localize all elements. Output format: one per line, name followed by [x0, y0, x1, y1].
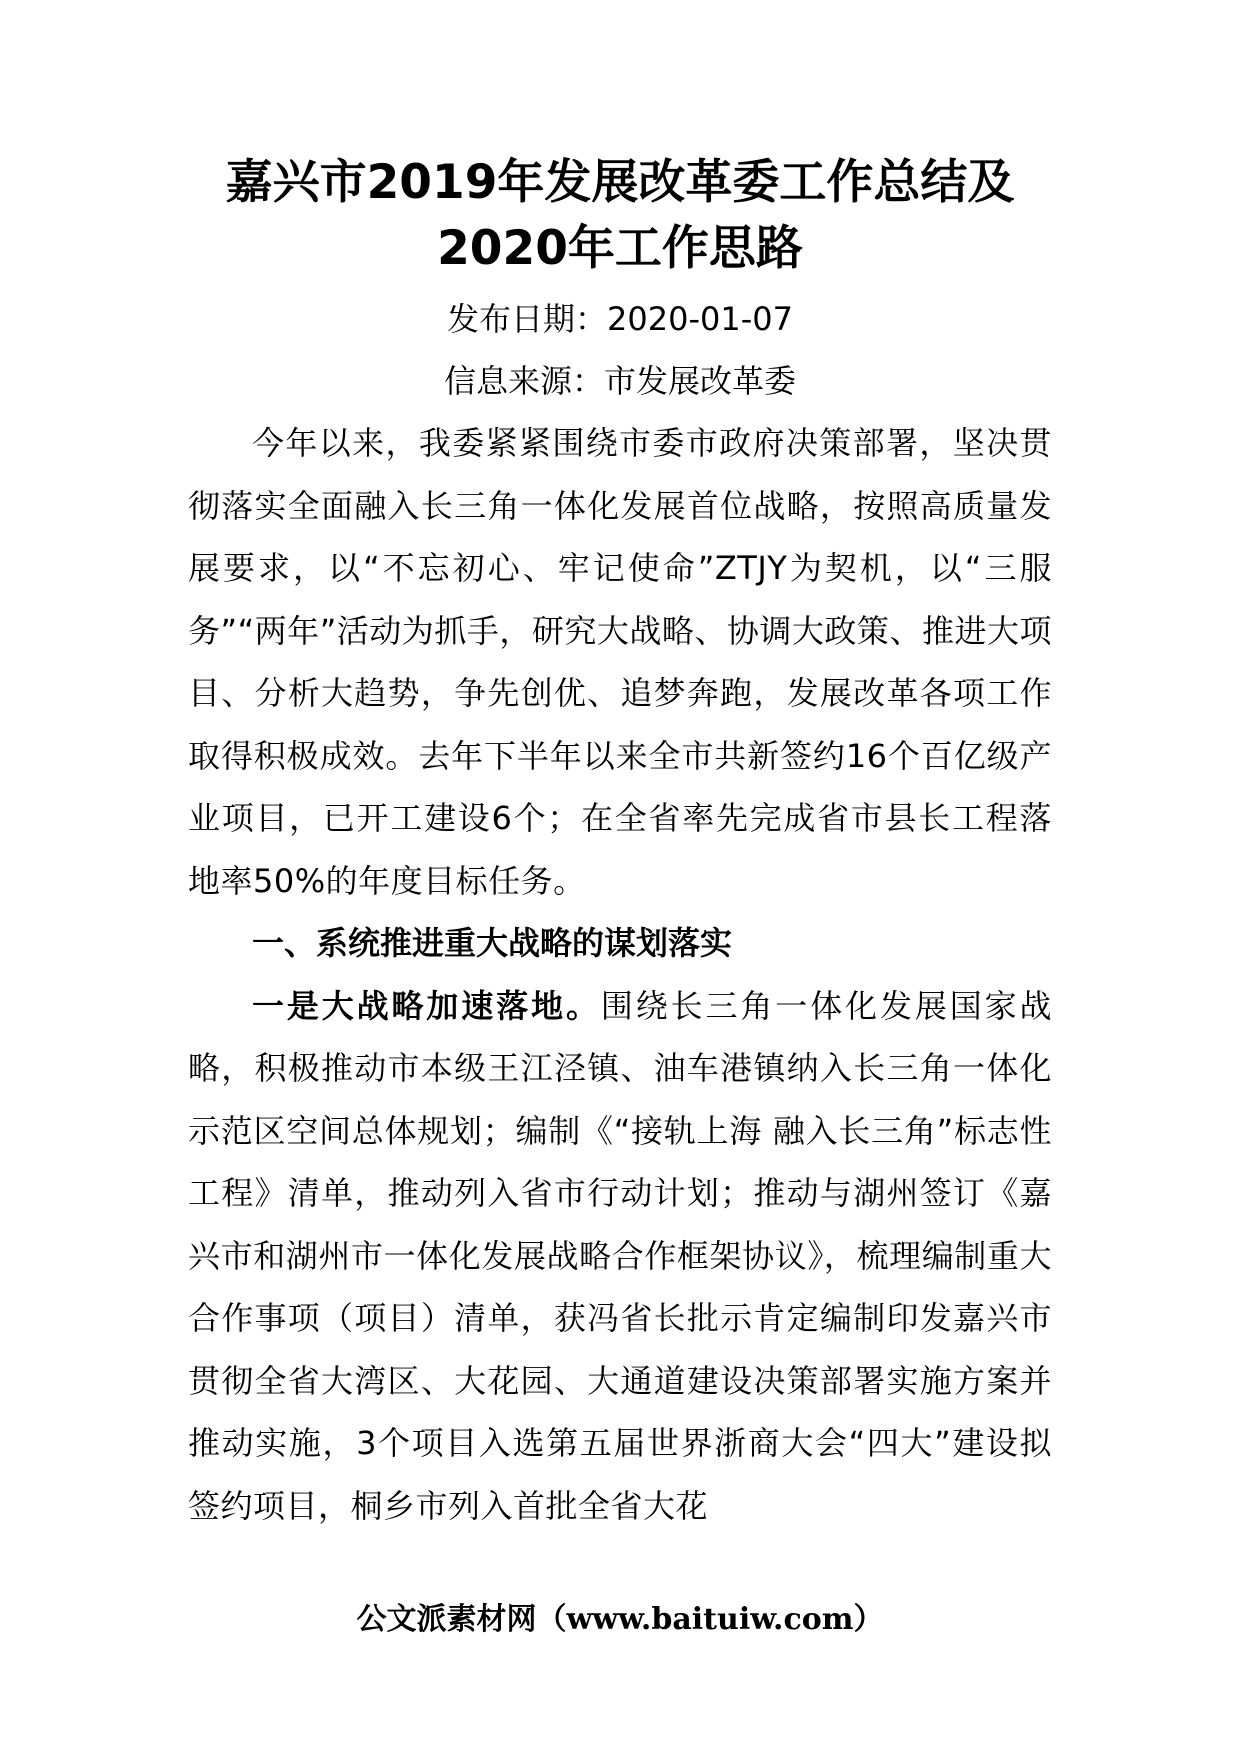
document-page	[188, 150, 1052, 1537]
paragraph-1-text: 围绕长三角一体化发展国家战略，积极推动市本级王江泾镇、油车港镇纳入长三角一体化示范区空间总体规划；编制《“接轨上海 融入长三角”标志性工程》清单，推动列入省市行动计划；推动与湖州签订《嘉兴市和湖州市一体化发展战略合作框架协议》，梳理编制重大合作事项（项目）清单，获冯省长批示肯定编制印发嘉兴市贯彻全省大湾区、大花园、大通道建设决策部署实施方案并推动实施，3个项目入选第五届世界浙商大会“四大”建设拟签约项目，桐乡市列入首批全省大花	[188, 986, 1052, 1525]
paragraph-1-lead: 一是大战略加速落地。	[252, 986, 601, 1025]
intro-paragraph: 今年以来，我委紧紧围绕市委市政府决策部署，坚决贯彻落实全面融入长三角一体化发展首位战略，按照高质量发展要求，以“不忘初心、牢记使命”ZTJY为契机，以“三服务”“两年”活动为抓手，研究大战略、协调大政策、推进大项目、分析大趋势，争先创优、追梦奔跑，发展改革各项工作取得积极成效。去年下半年以来全市共新签约16个百亿级产业项目，已开工建设6个；在全省率先完成省市县长工程落地率50%的年度目标任务。	[188, 424, 1052, 900]
section-heading: 一、系统推进重大战略的谋划落实	[252, 924, 733, 962]
info-source: 信息来源：市发展改革委	[443, 362, 796, 400]
document-title: 嘉兴市2019年发展改革委工作总结及2020年工作思路	[225, 155, 1015, 276]
paragraph-1	[188, 975, 1052, 1538]
footer-watermark: 公文派素材网（www.baituiw.com）	[356, 1602, 884, 1637]
publish-date: 发布日期：2020-01-07	[447, 300, 793, 338]
